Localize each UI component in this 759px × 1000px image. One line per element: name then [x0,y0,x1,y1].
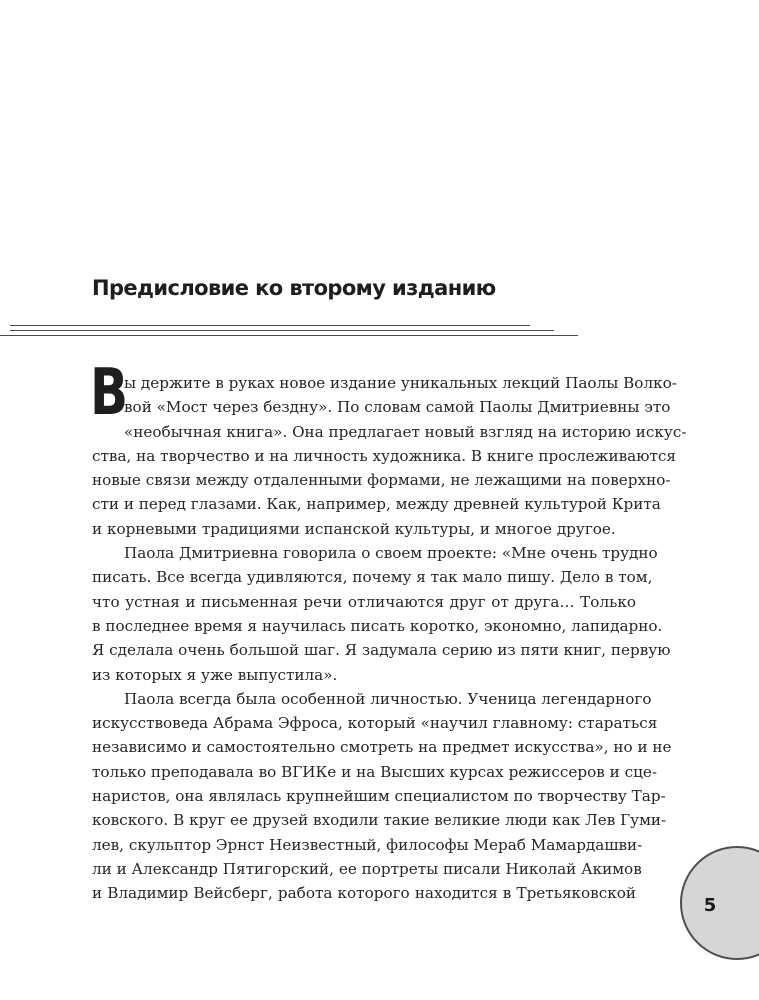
text-line: в последнее время я научилась писать коротко, экономно, лапидарно. [92,616,663,635]
text-line: ковского. В круг ее друзей входили такие великие люди как Лев Гуми- [92,811,667,830]
text-line: независимо и самостоятельно смотреть на предмет искусства», но и не [92,738,672,757]
text-line: что устная и письменная речи отличаются друг от друга… Только [92,592,636,611]
text-line: ства, на творчество и на личность художника. В книге прослеживаются [92,446,676,465]
drop-cap: В [90,356,129,430]
page-title: Предисловие ко второму изданию [92,276,496,300]
text-line: ли и Александр Пятигорский, ее портреты писали Николай Акимов [92,859,642,878]
text-line: и корневыми традициями испанской культуры, и многое другое. [92,519,616,538]
page-number: 5 [703,895,717,916]
decorative-rule [10,325,530,326]
decorative-rule [10,330,554,331]
text-line: лев, скульптор Эрнст Неизвестный, философы Мераб Мамардашви- [92,835,643,854]
text-line: Я сделала очень большой шаг. Я задумала серию из пяти книг, первую [92,641,671,660]
text-line: искусствоведа Абрама Эфроса, который «научил главному: стараться [92,714,658,733]
text-line: Паола Дмитриевна говорила о своем проекте: «Мне очень трудно [124,544,658,563]
text-line: Паола всегда была особенной личностью. Ученица легендарного [124,689,652,708]
text-line: сти и перед глазами. Как, например, между древней культурой Крита [92,495,661,514]
text-line: из которых я уже выпустила». [92,665,338,684]
text-line: вой «Мост через бездну». По словам самой Паолы Дмитриевны это [124,398,671,417]
decorative-rule [0,335,578,336]
text-line: новые связи между отдаленными формами, не лежащими на поверхно- [92,471,671,490]
text-line: ы держите в руках новое издание уникальных лекций Паолы Волко- [124,374,677,392]
text-line: наристов, она являлась крупнейшим специалистом по творчеству Тар- [92,787,666,806]
text-line: писать. Все всегда удивляются, почему я так мало пишу. Дело в том, [92,568,653,587]
body-text [92,371,687,906]
text-line: «необычная книга». Она предлагает новый взгляд на историю искус- [124,422,687,441]
text-line: и Владимир Вейсберг, работа которого находится в Третьяковской [92,884,636,903]
text-line: только преподавала во ВГИКе и на Высших курсах режиссеров и сце- [92,762,657,781]
